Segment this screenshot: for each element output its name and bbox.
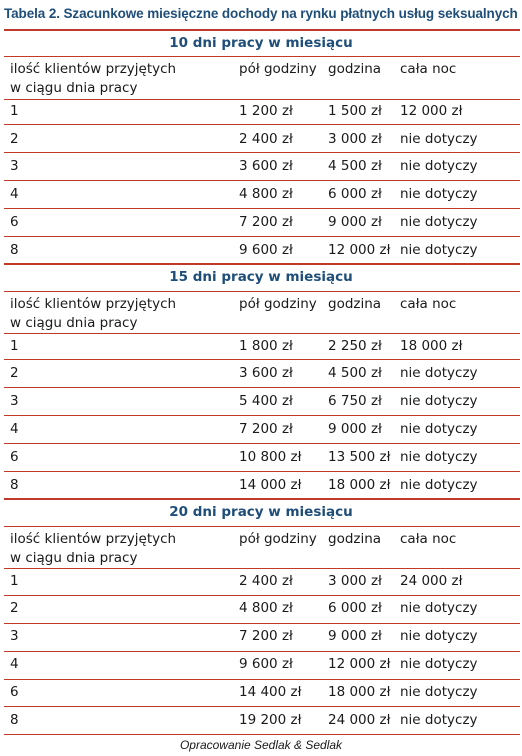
cell-hour: 18 000 zł [328, 477, 391, 493]
cell-clients: 1 [10, 338, 19, 354]
cell-half-hour: 2 400 zł [239, 131, 293, 147]
cell-half-hour: 7 200 zł [239, 214, 293, 230]
cell-hour: 18 000 zł [328, 684, 391, 700]
column-header-row [0, 531, 522, 571]
cell-half-hour: 2 400 zł [239, 573, 293, 589]
divider [4, 56, 520, 57]
cell-night: nie dotyczy [400, 158, 478, 174]
cell-night: nie dotyczy [400, 449, 478, 465]
header-hour: godzina [328, 296, 382, 312]
cell-half-hour: 9 600 zł [239, 656, 293, 672]
section-title-2: 15 dni pracy w miesiącu [169, 269, 353, 285]
divider [4, 387, 520, 388]
header-half-hour: pół godziny [239, 61, 317, 77]
cell-night: nie dotyczy [400, 186, 478, 202]
cell-half-hour: 1 200 zł [239, 103, 293, 119]
cell-hour: 3 000 zł [328, 573, 382, 589]
cell-hour: 4 500 zł [328, 158, 382, 174]
table-row [0, 338, 522, 366]
divider [4, 679, 520, 680]
cell-night: nie dotyczy [400, 477, 478, 493]
header-clients-line1: ilość klientów przyjętych [10, 531, 177, 547]
cell-night: 12 000 zł [400, 103, 463, 119]
cell-clients: 8 [10, 477, 19, 493]
table-row [0, 684, 522, 712]
cell-night: 24 000 zł [400, 573, 463, 589]
source-note: Opracowanie Sedlak & Sedlak [179, 738, 343, 752]
cell-clients: 1 [10, 103, 19, 119]
cell-hour: 9 000 zł [328, 421, 382, 437]
divider [4, 498, 520, 500]
cell-half-hour: 14 000 zł [239, 477, 302, 493]
cell-hour: 13 500 zł [328, 449, 391, 465]
divider [4, 236, 520, 237]
table-row [0, 186, 522, 214]
cell-hour: 6 750 zł [328, 393, 382, 409]
header-clients-line2: w ciągu dnia pracy [10, 550, 138, 566]
divider [4, 333, 520, 334]
cell-half-hour: 7 200 zł [239, 628, 293, 644]
header-clients-line1: ilość klientów przyjętych [10, 296, 177, 312]
table-row [0, 365, 522, 393]
cell-hour: 9 000 zł [328, 628, 382, 644]
header-clients-line2: w ciągu dnia pracy [10, 315, 138, 331]
cell-clients: 1 [10, 573, 19, 589]
divider [4, 152, 520, 153]
cell-night: nie dotyczy [400, 242, 478, 258]
cell-half-hour: 14 400 zł [239, 684, 302, 700]
section-title-1: 10 dni pracy w miesiącu [169, 35, 353, 51]
cell-clients: 4 [10, 656, 19, 672]
header-night: cała noc [400, 296, 457, 312]
cell-clients: 6 [10, 684, 19, 700]
header-night: cała noc [400, 61, 457, 77]
cell-night: nie dotyczy [400, 600, 478, 616]
cell-hour: 4 500 zł [328, 365, 382, 381]
cell-clients: 6 [10, 214, 19, 230]
table-row [0, 131, 522, 159]
divider [4, 623, 520, 624]
header-half-hour: pół godziny [239, 296, 317, 312]
cell-clients: 8 [10, 712, 19, 728]
header-night: cała noc [400, 531, 457, 547]
divider [4, 263, 520, 265]
divider [4, 526, 520, 527]
cell-half-hour: 10 800 zł [239, 449, 302, 465]
divider [4, 99, 520, 100]
table-row [0, 393, 522, 421]
column-header-row [0, 296, 522, 336]
table-row [0, 477, 522, 505]
divider [4, 568, 520, 569]
cell-half-hour: 3 600 zł [239, 365, 293, 381]
cell-hour: 6 000 zł [328, 600, 382, 616]
divider [4, 595, 520, 596]
header-clients-line2: w ciągu dnia pracy [10, 80, 138, 96]
cell-half-hour: 7 200 zł [239, 421, 293, 437]
cell-clients: 8 [10, 242, 19, 258]
cell-half-hour: 9 600 zł [239, 242, 293, 258]
table-row [0, 158, 522, 186]
divider [4, 471, 520, 472]
cell-half-hour: 5 400 zł [239, 393, 293, 409]
cell-night: nie dotyczy [400, 656, 478, 672]
cell-half-hour: 4 800 zł [239, 186, 293, 202]
cell-night: nie dotyczy [400, 684, 478, 700]
table-row [0, 712, 522, 740]
cell-clients: 3 [10, 628, 19, 644]
cell-night: nie dotyczy [400, 131, 478, 147]
divider [4, 208, 520, 209]
table-row [0, 449, 522, 477]
header-hour: godzina [328, 531, 382, 547]
divider [4, 734, 520, 735]
cell-clients: 3 [10, 158, 19, 174]
cell-clients: 2 [10, 131, 19, 147]
cell-half-hour: 19 200 zł [239, 712, 302, 728]
divider [4, 651, 520, 652]
cell-night: 18 000 zł [400, 338, 463, 354]
header-half-hour: pół godziny [239, 531, 317, 547]
column-header-row [0, 61, 522, 101]
table-caption: Tabela 2. Szacunkowe miesięczne dochody na rynku płatnych usług seksualnych [4, 6, 518, 21]
cell-hour: 2 250 zł [328, 338, 382, 354]
divider [4, 124, 520, 125]
cell-clients: 2 [10, 600, 19, 616]
cell-night: nie dotyczy [400, 214, 478, 230]
cell-hour: 1 500 zł [328, 103, 382, 119]
divider [4, 415, 520, 416]
cell-night: nie dotyczy [400, 712, 478, 728]
cell-clients: 3 [10, 393, 19, 409]
cell-hour: 3 000 zł [328, 131, 382, 147]
divider [4, 443, 520, 444]
cell-hour: 6 000 zł [328, 186, 382, 202]
cell-half-hour: 4 800 zł [239, 600, 293, 616]
divider [4, 180, 520, 181]
table-row [0, 103, 522, 131]
header-hour: godzina [328, 61, 382, 77]
cell-hour: 12 000 zł [328, 656, 391, 672]
cell-hour: 12 000 zł [328, 242, 391, 258]
cell-hour: 24 000 zł [328, 712, 391, 728]
header-clients-line1: ilość klientów przyjętych [10, 61, 177, 77]
cell-night: nie dotyczy [400, 628, 478, 644]
cell-night: nie dotyczy [400, 393, 478, 409]
divider [4, 359, 520, 360]
table-row [0, 421, 522, 449]
cell-half-hour: 1 800 zł [239, 338, 293, 354]
section-title-3: 20 dni pracy w miesiącu [169, 504, 353, 520]
cell-clients: 6 [10, 449, 19, 465]
table-row [0, 242, 522, 270]
cell-night: nie dotyczy [400, 421, 478, 437]
cell-half-hour: 3 600 zł [239, 158, 293, 174]
table-row [0, 573, 522, 601]
divider [4, 706, 520, 707]
table-row [0, 214, 522, 242]
divider [4, 29, 520, 31]
cell-clients: 4 [10, 421, 19, 437]
divider [4, 291, 520, 292]
cell-clients: 2 [10, 365, 19, 381]
cell-clients: 4 [10, 186, 19, 202]
cell-hour: 9 000 zł [328, 214, 382, 230]
cell-night: nie dotyczy [400, 365, 478, 381]
